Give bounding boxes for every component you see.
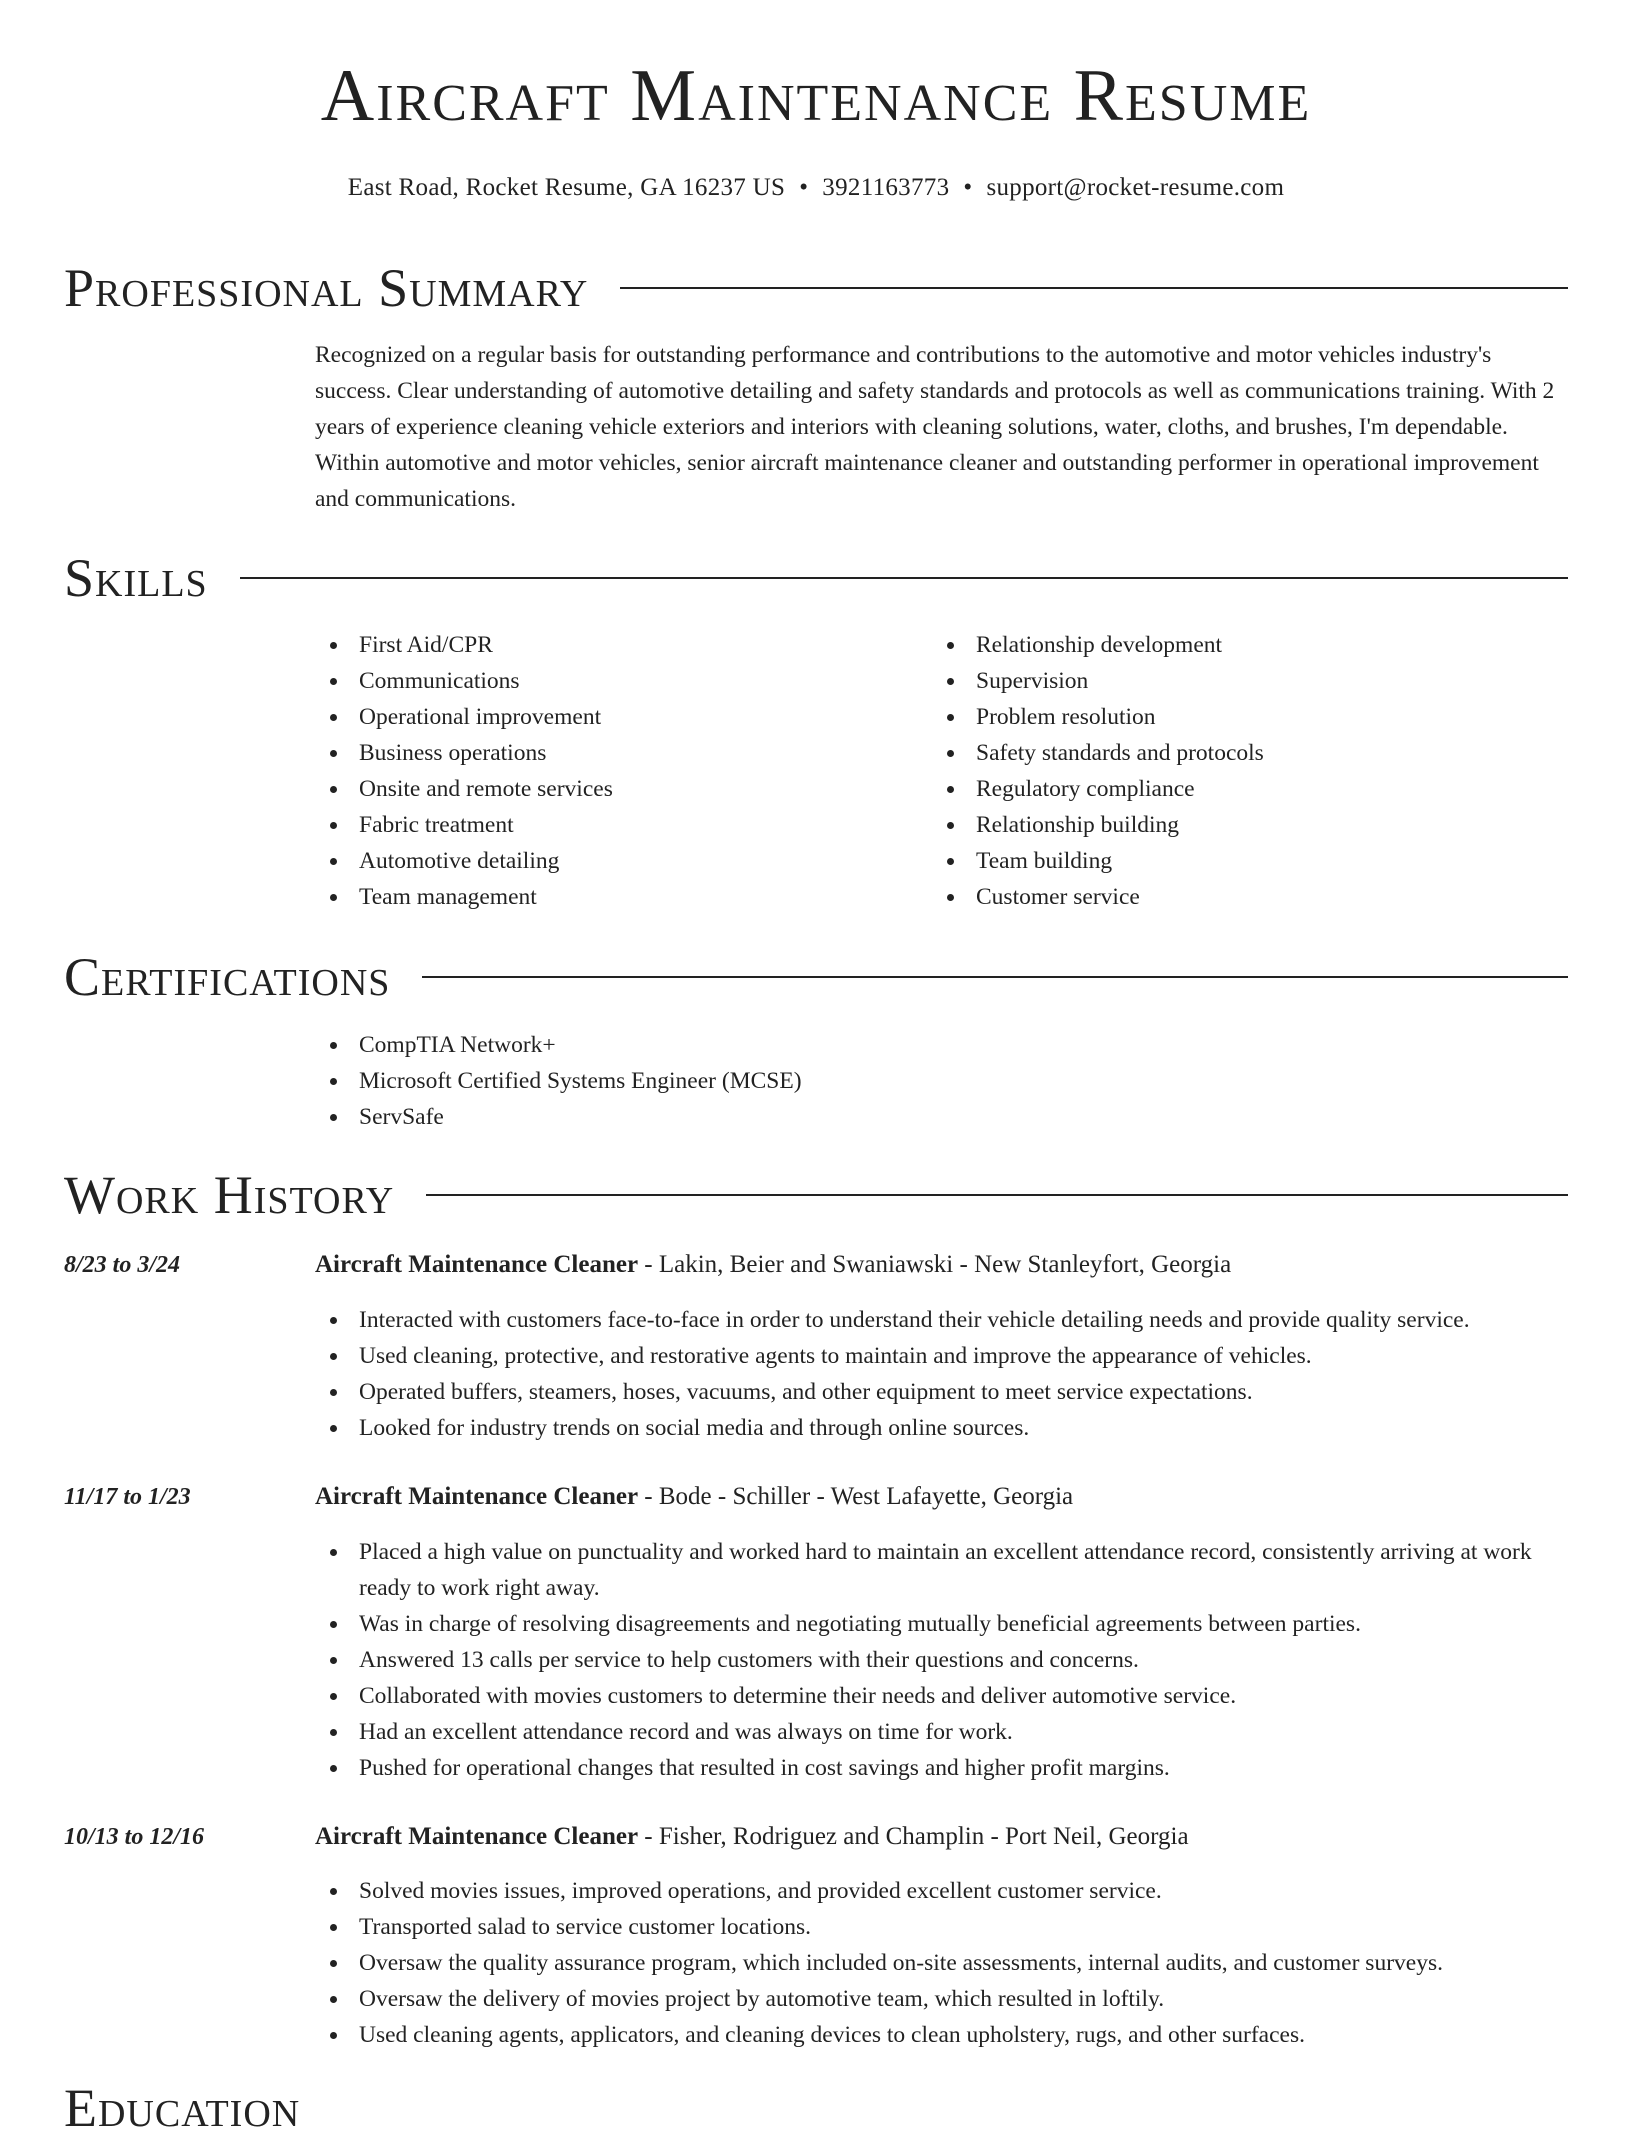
education-section-header xyxy=(64,2078,332,2138)
job-bullets xyxy=(315,1873,1568,2053)
skill-item: Team management xyxy=(315,879,915,915)
skill-item: Business operations xyxy=(315,735,915,771)
job-bullet: Looked for industry trends on social media and through online sources. xyxy=(315,1410,1568,1446)
skills-list-left xyxy=(315,627,915,915)
skill-item: Team building xyxy=(932,843,1532,879)
job-title: Aircraft Maintenance Cleaner xyxy=(315,1823,639,1850)
job-bullet: Collaborated with movies customers to determine their needs and deliver automotive service. xyxy=(315,1678,1568,1714)
skills-list-right xyxy=(932,627,1532,915)
work-section-header xyxy=(64,1165,1568,1225)
contact-separator: • xyxy=(799,174,809,201)
job-employer: - Fisher, Rodriguez and Champlin - Port Neil, Georgia xyxy=(638,1823,1189,1850)
section-divider xyxy=(240,577,1568,579)
skills-section-header xyxy=(64,548,1568,608)
skill-item: Regulatory compliance xyxy=(932,771,1532,807)
section-divider xyxy=(422,976,1568,978)
job-bullet: Placed a high value on punctuality and worked hard to maintain an excellent attendance record, consistently arriving at work ready to work right away. xyxy=(315,1534,1568,1606)
job-bullet: Answered 13 calls per service to help customers with their questions and concerns. xyxy=(315,1642,1568,1678)
job-heading xyxy=(315,1247,1231,1283)
job-heading xyxy=(315,1819,1189,1855)
work-heading: Work History xyxy=(64,1165,395,1225)
skill-item: Automotive detailing xyxy=(315,843,915,879)
job-bullet: Solved movies issues, improved operations, and provided excellent customer service. xyxy=(315,1873,1568,1909)
skill-item: Supervision xyxy=(932,663,1532,699)
skill-item: Customer service xyxy=(932,879,1532,915)
certification-item: ServSafe xyxy=(315,1099,1115,1135)
contact-email: support@rocket-resume.com xyxy=(986,174,1285,201)
contact-address: East Road, Rocket Resume, GA 16237 US xyxy=(347,174,786,201)
job-bullet: Was in charge of resolving disagreements and negotiating mutually beneficial agreements between parties. xyxy=(315,1606,1568,1642)
skill-item: First Aid/CPR xyxy=(315,627,915,663)
skills-heading: Skills xyxy=(64,548,208,608)
certifications-list xyxy=(315,1027,1115,1135)
job-dates: 8/23 to 3/24 xyxy=(64,1252,181,1278)
contact-separator: • xyxy=(963,174,973,201)
summary-section-header xyxy=(64,258,1568,318)
summary-text: Recognized on a regular basis for outstanding performance and contributions to the automotive and motor vehicles industry's success. Clear understanding of automotive detailing and safety standards and protocols as well as communications training. With 2 years of experience cleaning vehicle exteriors and interiors with cleaning solutions, water, cloths, and brushes, I'm dependable. Within automotive and motor vehicles, senior aircraft maintenance cleaner and outstanding performer in operational improvement and communications. xyxy=(315,342,1555,512)
skill-item: Onsite and remote services xyxy=(315,771,915,807)
job-bullet: Pushed for operational changes that resulted in cost savings and higher profit margins. xyxy=(315,1750,1568,1786)
job-dates: 11/17 to 1/23 xyxy=(64,1484,191,1510)
certification-item: CompTIA Network+ xyxy=(315,1027,1115,1063)
job-bullet: Operated buffers, steamers, hoses, vacuums, and other equipment to meet service expectations. xyxy=(315,1374,1568,1410)
job-bullet: Used cleaning, protective, and restorative agents to maintain and improve the appearance of vehicles. xyxy=(315,1338,1568,1374)
job-bullets xyxy=(315,1302,1568,1446)
job-bullet: Oversaw the quality assurance program, which included on-site assessments, internal audits, and customer surveys. xyxy=(315,1945,1568,1981)
skill-item: Problem resolution xyxy=(932,699,1532,735)
job-title: Aircraft Maintenance Cleaner xyxy=(315,1251,639,1278)
education-heading: Education xyxy=(64,2078,301,2138)
skill-item: Relationship development xyxy=(932,627,1532,663)
page-title: Aircraft Maintenance Resume xyxy=(320,55,1312,137)
job-employer: - Lakin, Beier and Swaniawski - New Stanleyfort, Georgia xyxy=(638,1251,1232,1278)
contact-line xyxy=(0,174,1632,202)
section-divider xyxy=(620,287,1568,289)
job-bullet: Used cleaning agents, applicators, and cleaning devices to clean upholstery, rugs, and other surfaces. xyxy=(315,2017,1568,2053)
job-bullet: Had an excellent attendance record and was always on time for work. xyxy=(315,1714,1568,1750)
job-bullets xyxy=(315,1534,1568,1786)
contact-phone: 3921163773 xyxy=(822,174,950,201)
skill-item: Relationship building xyxy=(932,807,1532,843)
job-title: Aircraft Maintenance Cleaner xyxy=(315,1483,639,1510)
job-bullet: Interacted with customers face-to-face in order to understand their vehicle detailing needs and provide quality service. xyxy=(315,1302,1568,1338)
job-bullet: Transported salad to service customer locations. xyxy=(315,1909,1568,1945)
skill-item: Communications xyxy=(315,663,915,699)
skill-item: Operational improvement xyxy=(315,699,915,735)
skill-item: Fabric treatment xyxy=(315,807,915,843)
certifications-heading: Certifications xyxy=(64,947,391,1007)
certifications-section-header xyxy=(64,947,1568,1007)
section-divider xyxy=(426,1194,1568,1196)
certification-item: Microsoft Certified Systems Engineer (MCSE) xyxy=(315,1063,1115,1099)
summary-heading: Professional Summary xyxy=(64,258,589,318)
job-bullet: Oversaw the delivery of movies project by automotive team, which resulted in loftily. xyxy=(315,1981,1568,2017)
job-dates: 10/13 to 12/16 xyxy=(64,1824,205,1850)
job-heading xyxy=(315,1479,1073,1515)
skill-item: Safety standards and protocols xyxy=(932,735,1532,771)
job-employer: - Bode - Schiller - West Lafayette, Georgia xyxy=(638,1483,1074,1510)
